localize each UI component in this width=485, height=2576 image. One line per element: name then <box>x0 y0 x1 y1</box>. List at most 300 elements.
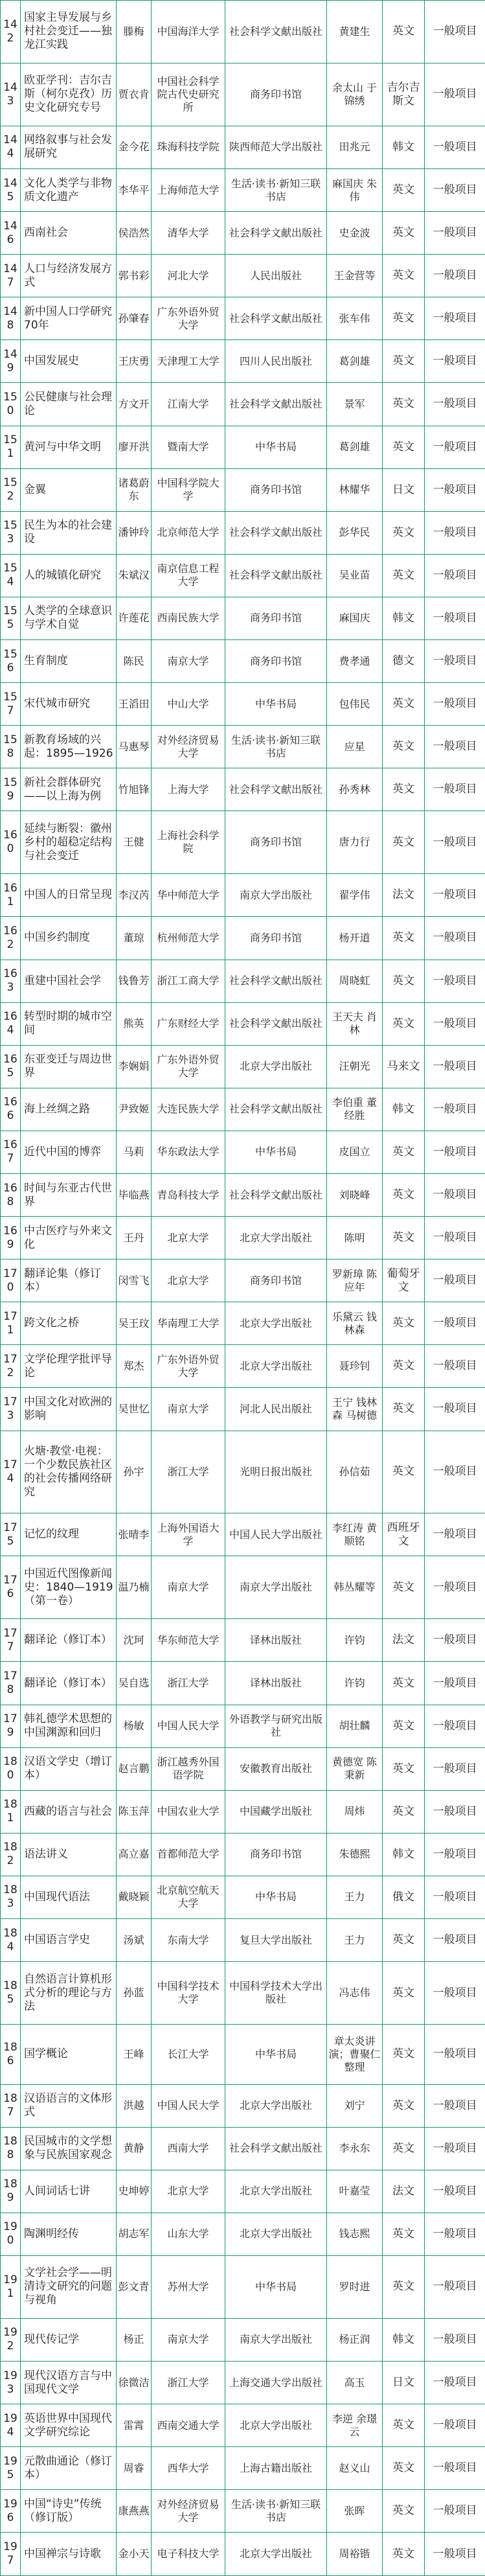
original-publisher-cell: 生活·读书·新知三联书店 <box>225 726 327 768</box>
project-number-cell: 166 <box>1 1088 21 1131</box>
original-author-cell: 王金营等 <box>327 255 383 297</box>
original-author-cell: 王力 <box>327 1919 383 1962</box>
project-category-cell: 一般项目 <box>425 768 485 811</box>
book-title-cell: 中国禅宗与诗歌 <box>21 2533 117 2576</box>
project-category-cell: 一般项目 <box>425 63 485 126</box>
project-number-cell: 144 <box>1 126 21 168</box>
institution-cell: 苏州大学 <box>152 2255 225 2318</box>
original-publisher-cell: 商务印书馆 <box>225 640 327 683</box>
applicant-name-cell: 汤斌 <box>117 1919 152 1962</box>
project-number-cell: 184 <box>1 1919 21 1962</box>
target-language-cell: 英文 <box>383 2084 425 2127</box>
project-category-cell: 一般项目 <box>425 1088 485 1131</box>
original-author-cell: 田兆元 <box>327 126 383 168</box>
project-number-cell: 183 <box>1 1876 21 1918</box>
target-language-cell: 英文 <box>383 1002 425 1045</box>
table-row <box>1 426 485 468</box>
project-category-cell: 一般项目 <box>425 1619 485 1662</box>
table-row <box>1 468 485 511</box>
target-language-cell: 英文 <box>383 2404 425 2447</box>
target-language-cell: 英文 <box>383 340 425 383</box>
book-title-cell: 国家主导发展与乡村社会变迁——独龙江实践 <box>21 1 117 63</box>
target-language-cell: 英文 <box>383 2213 425 2255</box>
original-author-cell: 韩丛耀等 <box>327 1556 383 1619</box>
table-row <box>1 1 485 63</box>
project-category-cell: 一般项目 <box>425 960 485 1002</box>
project-number-cell: 186 <box>1 2025 21 2085</box>
table-row <box>1 255 485 297</box>
original-author-cell: 罗新璋 陈应年 <box>327 1259 383 1302</box>
project-number-cell: 149 <box>1 340 21 383</box>
original-publisher-cell: 南京大学出版社 <box>225 2318 327 2361</box>
project-number-cell: 188 <box>1 2127 21 2170</box>
institution-cell: 广东外语外贸大学 <box>152 1345 225 1388</box>
institution-cell: 西南民族大学 <box>152 597 225 639</box>
project-category-cell: 一般项目 <box>425 1556 485 1619</box>
applicant-name-cell: 贾衣肯 <box>117 63 152 126</box>
original-author-cell: 刘宁 <box>327 2084 383 2127</box>
project-number-cell: 162 <box>1 917 21 960</box>
original-publisher-cell: 生活·读书·新知三联书店 <box>225 2490 327 2533</box>
original-author-cell: 应星 <box>327 726 383 768</box>
project-number-cell: 196 <box>1 2490 21 2533</box>
project-category-cell: 一般项目 <box>425 212 485 255</box>
original-author-cell: 景军 <box>327 383 383 426</box>
applicant-name-cell: 周睿 <box>117 2447 152 2490</box>
project-category-cell: 一般项目 <box>425 2533 485 2576</box>
original-author-cell: 罗时进 <box>327 2255 383 2318</box>
institution-cell: 西华大学 <box>152 2447 225 2490</box>
project-number-cell: 181 <box>1 1790 21 1833</box>
book-title-cell: 时间与东亚古代世界 <box>21 1173 117 1216</box>
applicant-name-cell: 李娴娟 <box>117 1045 152 1088</box>
original-publisher-cell: 北京大学出版社 <box>225 2084 327 2127</box>
target-language-cell: 英文 <box>383 168 425 211</box>
original-publisher-cell: 中国人民大学出版社 <box>225 1513 327 1556</box>
target-language-cell: 英文 <box>383 2490 425 2533</box>
target-language-cell: 韩文 <box>383 1088 425 1131</box>
book-title-cell: 陶渊明经传 <box>21 2213 117 2255</box>
table-row <box>1 1556 485 1619</box>
project-number-cell: 193 <box>1 2361 21 2404</box>
applicant-name-cell: 史坤婷 <box>117 2170 152 2213</box>
applicant-name-cell: 王滔田 <box>117 683 152 726</box>
target-language-cell: 英文 <box>383 2533 425 2576</box>
applicant-name-cell: 杨敏 <box>117 1705 152 1747</box>
institution-cell: 长江大学 <box>152 2025 225 2085</box>
applicant-name-cell: 雷霄 <box>117 2404 152 2447</box>
table-row <box>1 1662 485 1705</box>
project-table-body <box>1 1 485 2576</box>
table-row <box>1 1345 485 1388</box>
applicant-name-cell: 高立嘉 <box>117 1833 152 1876</box>
institution-cell: 中国农业大学 <box>152 1790 225 1833</box>
original-publisher-cell: 社会科学文献出版社 <box>225 1002 327 1045</box>
original-author-cell: 王天夫 肖林 <box>327 1002 383 1045</box>
project-category-cell: 一般项目 <box>425 2490 485 2533</box>
book-title-cell: 新教育场域的兴起：1895—1926 <box>21 726 117 768</box>
applicant-name-cell: 金小天 <box>117 2533 152 2576</box>
table-row <box>1 726 485 768</box>
project-number-cell: 143 <box>1 63 21 126</box>
table-row <box>1 2170 485 2213</box>
institution-cell: 广东财经大学 <box>152 1002 225 1045</box>
table-row <box>1 554 485 597</box>
table-row <box>1 1962 485 2025</box>
table-row <box>1 640 485 683</box>
applicant-name-cell: 竹旭锋 <box>117 768 152 811</box>
original-author-cell: 孙秀林 <box>327 768 383 811</box>
project-category-cell: 一般项目 <box>425 468 485 511</box>
book-title-cell: 中国文化对欧洲的影响 <box>21 1388 117 1431</box>
book-title-cell: 韩礼德学术思想的中国渊源和回归 <box>21 1705 117 1747</box>
target-language-cell: 英文 <box>383 1131 425 1173</box>
original-author-cell: 史金波 <box>327 212 383 255</box>
original-publisher-cell: 社会科学文献出版社 <box>225 383 327 426</box>
project-category-cell: 一般项目 <box>425 1431 485 1513</box>
original-publisher-cell: 北京大学出版社 <box>225 1345 327 1388</box>
project-category-cell: 一般项目 <box>425 726 485 768</box>
project-category-cell: 一般项目 <box>425 426 485 468</box>
book-title-cell: 民国城市的文学想象与民族国家观念 <box>21 2127 117 2170</box>
project-category-cell: 一般项目 <box>425 1302 485 1345</box>
book-title-cell: 汉语语言的文体形式 <box>21 2084 117 2127</box>
project-number-cell: 174 <box>1 1431 21 1513</box>
original-publisher-cell: 译林出版社 <box>225 1619 327 1662</box>
table-row <box>1 811 485 874</box>
original-author-cell: 张晖 <box>327 2490 383 2533</box>
original-publisher-cell: 中华书局 <box>225 683 327 726</box>
target-language-cell: 韩文 <box>383 126 425 168</box>
original-author-cell: 唐力行 <box>327 811 383 874</box>
table-row <box>1 2361 485 2404</box>
applicant-name-cell: 潘钟玲 <box>117 511 152 554</box>
book-title-cell: 现代汉语方言与中国现代文学 <box>21 2361 117 2404</box>
original-publisher-cell: 社会科学文献出版社 <box>225 1088 327 1131</box>
project-category-cell: 一般项目 <box>425 1045 485 1088</box>
applicant-name-cell: 胡志军 <box>117 2213 152 2255</box>
target-language-cell: 英文 <box>383 1747 425 1790</box>
table-row <box>1 1833 485 1876</box>
target-language-cell: 英文 <box>383 1919 425 1962</box>
book-title-cell: 中国近代图像新闻史：1840—1919（第一卷） <box>21 1556 117 1619</box>
applicant-name-cell: 马惠琴 <box>117 726 152 768</box>
project-number-cell: 153 <box>1 511 21 554</box>
institution-cell: 中国海洋大学 <box>152 1 225 63</box>
applicant-name-cell: 滕梅 <box>117 1 152 63</box>
original-author-cell: 赵义山 <box>327 2447 383 2490</box>
applicant-name-cell: 金今花 <box>117 126 152 168</box>
applicant-name-cell: 康燕燕 <box>117 2490 152 2533</box>
target-language-cell: 英文 <box>383 383 425 426</box>
book-title-cell: 自然语言计算机形式分析的理论与方法 <box>21 1962 117 2025</box>
project-number-cell: 192 <box>1 2318 21 2361</box>
institution-cell: 华中师范大学 <box>152 874 225 917</box>
table-row <box>1 1302 485 1345</box>
target-language-cell: 法文 <box>383 1619 425 1662</box>
project-number-cell: 158 <box>1 726 21 768</box>
original-publisher-cell: 人民出版社 <box>225 255 327 297</box>
project-category-cell: 一般项目 <box>425 1919 485 1962</box>
book-title-cell: 中国语言学史 <box>21 1919 117 1962</box>
original-publisher-cell: 社会科学文献出版社 <box>225 1173 327 1216</box>
table-row <box>1 2255 485 2318</box>
table-row <box>1 2490 485 2533</box>
original-publisher-cell: 社会科学文献出版社 <box>225 297 327 340</box>
project-number-cell: 190 <box>1 2213 21 2255</box>
project-number-cell: 152 <box>1 468 21 511</box>
applicant-name-cell: 陈玉萍 <box>117 1790 152 1833</box>
original-publisher-cell: 中华书局 <box>225 2255 327 2318</box>
project-category-cell: 一般项目 <box>425 2213 485 2255</box>
book-title-cell: 人间词话七讲 <box>21 2170 117 2213</box>
project-number-cell: 179 <box>1 1705 21 1747</box>
applicant-name-cell: 吴自选 <box>117 1662 152 1705</box>
table-row <box>1 383 485 426</box>
target-language-cell: 法文 <box>383 874 425 917</box>
original-publisher-cell: 商务印书馆 <box>225 1259 327 1302</box>
original-publisher-cell: 中国科学技术大学出版社 <box>225 1962 327 2025</box>
project-category-cell: 一般项目 <box>425 683 485 726</box>
target-language-cell: 英文 <box>383 1173 425 1216</box>
project-category-cell: 一般项目 <box>425 1002 485 1045</box>
target-language-cell: 英文 <box>383 1345 425 1388</box>
original-author-cell: 朱德熙 <box>327 1833 383 1876</box>
institution-cell: 大连民族大学 <box>152 1088 225 1131</box>
institution-cell: 上海社会科学院 <box>152 811 225 874</box>
target-language-cell: 英文 <box>383 960 425 1002</box>
table-row <box>1 597 485 639</box>
table-row <box>1 1919 485 1962</box>
table-row <box>1 2318 485 2361</box>
institution-cell: 北京航空航天大学 <box>152 1876 225 1918</box>
table-row <box>1 511 485 554</box>
applicant-name-cell: 彭文青 <box>117 2255 152 2318</box>
book-title-cell: 文学社会学——明清诗文研究的问题与视角 <box>21 2255 117 2318</box>
original-author-cell: 麻国庆 <box>327 597 383 639</box>
original-publisher-cell: 中华书局 <box>225 1131 327 1173</box>
original-publisher-cell: 商务印书馆 <box>225 811 327 874</box>
institution-cell: 北京师范大学 <box>152 511 225 554</box>
target-language-cell: 英文 <box>383 1388 425 1431</box>
project-number-cell: 194 <box>1 2404 21 2447</box>
applicant-name-cell: 赵言鹏 <box>117 1747 152 1790</box>
book-title-cell: 中国人的日常呈现 <box>21 874 117 917</box>
original-author-cell: 翟学伟 <box>327 874 383 917</box>
original-author-cell: 乐黛云 钱林森 <box>327 1302 383 1345</box>
project-number-cell: 173 <box>1 1388 21 1431</box>
original-author-cell: 章太炎讲演；曹聚仁整理 <box>327 2025 383 2085</box>
original-publisher-cell: 中华书局 <box>225 2025 327 2085</box>
table-row <box>1 2533 485 2576</box>
project-category-cell: 一般项目 <box>425 383 485 426</box>
table-row <box>1 2127 485 2170</box>
project-category-cell: 一般项目 <box>425 2255 485 2318</box>
applicant-name-cell: 诸葛蔚东 <box>117 468 152 511</box>
project-number-cell: 161 <box>1 874 21 917</box>
institution-cell: 西南交通大学 <box>152 2404 225 2447</box>
target-language-cell: 英文 <box>383 768 425 811</box>
book-title-cell: 人类学的全球意识与学术自觉 <box>21 597 117 639</box>
book-title-cell: 中古医疗与外来文化 <box>21 1217 117 1259</box>
original-author-cell: 葛剑雄 <box>327 426 383 468</box>
project-number-cell: 175 <box>1 1513 21 1556</box>
institution-cell: 电子科技大学 <box>152 2533 225 2576</box>
table-row <box>1 340 485 383</box>
project-category-cell: 一般项目 <box>425 2361 485 2404</box>
project-category-cell: 一般项目 <box>425 874 485 917</box>
project-category-cell: 一般项目 <box>425 1259 485 1302</box>
book-title-cell: 文学伦理学批评导论 <box>21 1345 117 1388</box>
original-publisher-cell: 光明日报出版社 <box>225 1431 327 1513</box>
table-row <box>1 126 485 168</box>
applicant-name-cell: 戴晓颖 <box>117 1876 152 1918</box>
applicant-name-cell: 孙肇春 <box>117 297 152 340</box>
book-title-cell: 生育制度 <box>21 640 117 683</box>
applicant-name-cell: 许莲花 <box>117 597 152 639</box>
book-title-cell: 东亚变迁与周边世界 <box>21 1045 117 1088</box>
target-language-cell: 英文 <box>383 811 425 874</box>
original-author-cell: 孙信茹 <box>327 1431 383 1513</box>
institution-cell: 南京大学 <box>152 640 225 683</box>
institution-cell: 东南大学 <box>152 1919 225 1962</box>
table-row <box>1 1131 485 1173</box>
table-row <box>1 1088 485 1131</box>
book-title-cell: 海上丝绸之路 <box>21 1088 117 1131</box>
institution-cell: 北京大学 <box>152 1217 225 1259</box>
target-language-cell: 日文 <box>383 468 425 511</box>
original-author-cell: 彭华民 <box>327 511 383 554</box>
institution-cell: 天津理工大学 <box>152 340 225 383</box>
original-author-cell: 李红涛 黄顺铭 <box>327 1513 383 1556</box>
target-language-cell: 英文 <box>383 212 425 255</box>
original-author-cell: 聂珍钊 <box>327 1345 383 1388</box>
table-row <box>1 874 485 917</box>
applicant-name-cell: 王峰 <box>117 2025 152 2085</box>
institution-cell: 浙江大学 <box>152 2361 225 2404</box>
applicant-name-cell: 熊英 <box>117 1002 152 1045</box>
table-row <box>1 1045 485 1088</box>
original-publisher-cell: 商务印书馆 <box>225 597 327 639</box>
institution-cell: 中国人民大学 <box>152 2084 225 2127</box>
target-language-cell: 马来文 <box>383 1045 425 1088</box>
book-title-cell: 转型时期的城市空间 <box>21 1002 117 1045</box>
project-number-cell: 150 <box>1 383 21 426</box>
applicant-name-cell: 郭书彩 <box>117 255 152 297</box>
table-row <box>1 1002 485 1045</box>
project-category-cell: 一般项目 <box>425 1876 485 1918</box>
book-title-cell: 中国“诗史”传统（修订版） <box>21 2490 117 2533</box>
project-number-cell: 165 <box>1 1045 21 1088</box>
book-title-cell: 跨文化之桥 <box>21 1302 117 1345</box>
target-language-cell: 葡萄牙文 <box>383 1259 425 1302</box>
original-publisher-cell: 社会科学文献出版社 <box>225 212 327 255</box>
table-row <box>1 1388 485 1431</box>
original-author-cell: 王力 <box>327 1876 383 1918</box>
original-publisher-cell: 商务印书馆 <box>225 63 327 126</box>
project-category-cell: 一般项目 <box>425 2404 485 2447</box>
target-language-cell: 英文 <box>383 1662 425 1705</box>
original-author-cell: 钱志熙 <box>327 2213 383 2255</box>
original-publisher-cell: 南京大学出版社 <box>225 1556 327 1619</box>
target-language-cell: 日文 <box>383 2361 425 2404</box>
original-author-cell: 许钧 <box>327 1662 383 1705</box>
applicant-name-cell: 朱斌汉 <box>117 554 152 597</box>
institution-cell: 广东外语外贸大学 <box>152 297 225 340</box>
original-publisher-cell: 上海古籍出版社 <box>225 2447 327 2490</box>
project-number-cell: 189 <box>1 2170 21 2213</box>
book-title-cell: 人口与经济发展方式 <box>21 255 117 297</box>
table-row <box>1 2084 485 2127</box>
institution-cell: 首都师范大学 <box>152 1833 225 1876</box>
table-row <box>1 960 485 1002</box>
institution-cell: 上海大学 <box>152 768 225 811</box>
original-publisher-cell: 复旦大学出版社 <box>225 1919 327 1962</box>
original-publisher-cell: 生活·读书·新知三联书店 <box>225 168 327 211</box>
project-number-cell: 154 <box>1 554 21 597</box>
original-author-cell: 黄德宽 陈秉新 <box>327 1747 383 1790</box>
institution-cell: 杭州师范大学 <box>152 917 225 960</box>
original-author-cell: 许钧 <box>327 1619 383 1662</box>
applicant-name-cell: 郑杰 <box>117 1345 152 1388</box>
table-row <box>1 1619 485 1662</box>
original-publisher-cell: 南京大学出版社 <box>225 874 327 917</box>
table-row <box>1 212 485 255</box>
original-author-cell: 费孝通 <box>327 640 383 683</box>
original-publisher-cell: 北京大学出版社 <box>225 1217 327 1259</box>
book-title-cell: 中国发展史 <box>21 340 117 383</box>
book-title-cell: 网络叙事与社会发展研究 <box>21 126 117 168</box>
target-language-cell: 英文 <box>383 1217 425 1259</box>
applicant-name-cell: 孙蓝 <box>117 1962 152 2025</box>
project-category-cell: 一般项目 <box>425 2318 485 2361</box>
institution-cell: 珠海科技学院 <box>152 126 225 168</box>
table-row <box>1 2404 485 2447</box>
table-row <box>1 2025 485 2085</box>
project-category-cell: 一般项目 <box>425 126 485 168</box>
target-language-cell: 英文 <box>383 683 425 726</box>
book-title-cell: 翻译论集（修订本） <box>21 1259 117 1302</box>
target-language-cell: 韩文 <box>383 597 425 639</box>
project-number-cell: 171 <box>1 1302 21 1345</box>
project-number-cell: 146 <box>1 212 21 255</box>
institution-cell: 南京大学 <box>152 1556 225 1619</box>
table-row <box>1 1876 485 1918</box>
target-language-cell: 英文 <box>383 726 425 768</box>
book-title-cell: 语法讲义 <box>21 1833 117 1876</box>
project-category-cell: 一般项目 <box>425 1388 485 1431</box>
target-language-cell: 英文 <box>383 255 425 297</box>
project-number-cell: 157 <box>1 683 21 726</box>
applicant-name-cell: 黄静 <box>117 2127 152 2170</box>
original-author-cell: 刘晓峰 <box>327 1173 383 1216</box>
applicant-name-cell: 毕临燕 <box>117 1173 152 1216</box>
institution-cell: 南京信息工程大学 <box>152 554 225 597</box>
project-category-cell: 一般项目 <box>425 597 485 639</box>
target-language-cell: 英文 <box>383 511 425 554</box>
original-publisher-cell: 中华书局 <box>225 1876 327 1918</box>
applicant-name-cell: 王丹 <box>117 1217 152 1259</box>
target-language-cell: 英文 <box>383 297 425 340</box>
target-language-cell: 吉尔吉斯文 <box>383 63 425 126</box>
original-publisher-cell: 社会科学文献出版社 <box>225 554 327 597</box>
book-title-cell: 现代传记学 <box>21 2318 117 2361</box>
applicant-name-cell: 李华平 <box>117 168 152 211</box>
original-author-cell: 杨开道 <box>327 917 383 960</box>
applicant-name-cell: 徐微洁 <box>117 2361 152 2404</box>
original-author-cell: 黄建生 <box>327 1 383 63</box>
project-category-cell: 一般项目 <box>425 2447 485 2490</box>
